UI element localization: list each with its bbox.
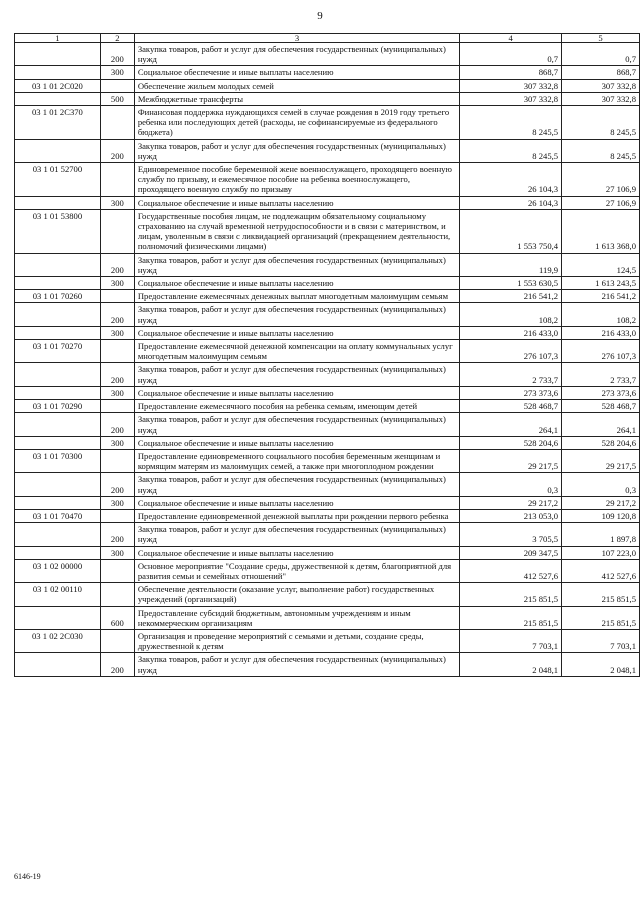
row-code xyxy=(15,92,101,105)
row-expense-type xyxy=(100,583,134,606)
row-expense-type xyxy=(100,400,134,413)
table-row xyxy=(15,290,640,303)
row-name: Предоставление ежемесячной денежной компенсации на оплату коммунальных услуг многодетным малоимущим семьям xyxy=(134,340,459,363)
row-expense-type: 200 xyxy=(100,363,134,386)
row-expense-type: 300 xyxy=(100,277,134,290)
row-name: Социальное обеспечение и иные выплаты населению xyxy=(134,66,459,79)
row-name: Закупка товаров, работ и услуг для обеспечения государственных (муниципальных) нужд xyxy=(134,43,459,66)
row-value-col5: 2 733,7 xyxy=(562,363,640,386)
row-value-col5: 215 851,5 xyxy=(562,606,640,629)
table-row xyxy=(15,629,640,652)
row-value-col4: 108,2 xyxy=(460,303,562,326)
row-value-col4: 26 104,3 xyxy=(460,163,562,197)
row-expense-type: 500 xyxy=(100,92,134,105)
row-name: Закупка товаров, работ и услуг для обеспечения государственных (муниципальных) нужд xyxy=(134,363,459,386)
row-code xyxy=(15,386,101,399)
table-row xyxy=(15,340,640,363)
row-name: Социальное обеспечение и иные выплаты населению xyxy=(134,436,459,449)
row-code xyxy=(15,606,101,629)
row-value-col4: 3 705,5 xyxy=(460,523,562,546)
row-value-col4: 2 733,7 xyxy=(460,363,562,386)
table-row xyxy=(15,43,640,66)
row-code xyxy=(15,473,101,496)
row-code xyxy=(15,277,101,290)
table-row xyxy=(15,606,640,629)
table-row xyxy=(15,559,640,582)
row-value-col5: 307 332,8 xyxy=(562,92,640,105)
row-expense-type: 200 xyxy=(100,653,134,676)
row-code xyxy=(15,496,101,509)
row-name: Социальное обеспечение и иные выплаты населению xyxy=(134,277,459,290)
row-value-col5: 528 204,6 xyxy=(562,436,640,449)
row-value-col5: 868,7 xyxy=(562,66,640,79)
row-value-col5: 108,2 xyxy=(562,303,640,326)
table-row xyxy=(15,79,640,92)
row-value-col5: 8 245,5 xyxy=(562,139,640,162)
row-value-col4: 7 703,1 xyxy=(460,629,562,652)
row-expense-type: 200 xyxy=(100,523,134,546)
row-code: 03 1 01 70260 xyxy=(15,290,101,303)
row-expense-type xyxy=(100,209,134,253)
row-name: Единовременное пособие беременной жене военнослужащего, проходящего военную службу по призыву, и ежемесячное пособие на ребенка военнослужащего, проходящего военную службу по призыву xyxy=(134,163,459,197)
row-expense-type: 300 xyxy=(100,196,134,209)
row-code: 03 1 01 2С370 xyxy=(15,106,101,140)
row-code xyxy=(15,653,101,676)
row-expense-type: 300 xyxy=(100,546,134,559)
table-body xyxy=(15,43,640,677)
row-code: 03 1 02 2С030 xyxy=(15,629,101,652)
row-name: Социальное обеспечение и иные выплаты населению xyxy=(134,386,459,399)
row-code: 03 1 01 70300 xyxy=(15,449,101,472)
row-value-col4: 29 217,5 xyxy=(460,449,562,472)
row-expense-type: 200 xyxy=(100,139,134,162)
header-col-3: 3 xyxy=(134,34,459,43)
table-row xyxy=(15,66,640,79)
row-code xyxy=(15,253,101,276)
row-value-col4: 8 245,5 xyxy=(460,106,562,140)
row-value-col4: 528 204,6 xyxy=(460,436,562,449)
row-name: Закупка товаров, работ и услуг для обеспечения государственных (муниципальных) нужд xyxy=(134,653,459,676)
row-name: Закупка товаров, работ и услуг для обеспечения государственных (муниципальных) нужд xyxy=(134,523,459,546)
table-row xyxy=(15,523,640,546)
row-value-col4: 1 553 750,4 xyxy=(460,209,562,253)
row-code xyxy=(15,139,101,162)
row-value-col4: 1 553 630,5 xyxy=(460,277,562,290)
row-value-col4: 307 332,8 xyxy=(460,79,562,92)
row-expense-type: 200 xyxy=(100,473,134,496)
table-row xyxy=(15,583,640,606)
row-name: Межбюджетные трансферты xyxy=(134,92,459,105)
row-expense-type xyxy=(100,290,134,303)
header-col-4: 4 xyxy=(460,34,562,43)
row-value-col5: 0,3 xyxy=(562,473,640,496)
table-row xyxy=(15,473,640,496)
row-value-col4: 26 104,3 xyxy=(460,196,562,209)
row-value-col5: 273 373,6 xyxy=(562,386,640,399)
table-row xyxy=(15,277,640,290)
row-code xyxy=(15,523,101,546)
row-value-col5: 8 245,5 xyxy=(562,106,640,140)
row-value-col4: 213 053,0 xyxy=(460,509,562,522)
table-row xyxy=(15,196,640,209)
row-name: Закупка товаров, работ и услуг для обеспечения государственных (муниципальных) нужд xyxy=(134,473,459,496)
row-name: Закупка товаров, работ и услуг для обеспечения государственных (муниципальных) нужд xyxy=(134,139,459,162)
row-value-col4: 0,3 xyxy=(460,473,562,496)
row-expense-type: 300 xyxy=(100,66,134,79)
row-expense-type: 300 xyxy=(100,386,134,399)
row-code xyxy=(15,413,101,436)
row-name: Социальное обеспечение и иные выплаты населению xyxy=(134,496,459,509)
table-row xyxy=(15,496,640,509)
row-value-col5: 29 217,2 xyxy=(562,496,640,509)
row-name: Основное мероприятие "Создание среды, дружественной к детям, благоприятной для развития семьи и семейных отношений" xyxy=(134,559,459,582)
table-row xyxy=(15,400,640,413)
row-name: Предоставление субсидий бюджетным, автономным учреждениям и иным некоммерческим организациям xyxy=(134,606,459,629)
table-row xyxy=(15,303,640,326)
row-value-col5: 124,5 xyxy=(562,253,640,276)
row-name: Организация и проведение мероприятий с семьями и детьми, создание среды, дружественной к детям xyxy=(134,629,459,652)
row-value-col4: 528 468,7 xyxy=(460,400,562,413)
row-expense-type xyxy=(100,449,134,472)
row-value-col5: 109 120,8 xyxy=(562,509,640,522)
row-name: Закупка товаров, работ и услуг для обеспечения государственных (муниципальных) нужд xyxy=(134,413,459,436)
row-value-col5: 307 332,8 xyxy=(562,79,640,92)
row-value-col5: 7 703,1 xyxy=(562,629,640,652)
row-value-col5: 412 527,6 xyxy=(562,559,640,582)
row-code xyxy=(15,363,101,386)
row-value-col5: 264,1 xyxy=(562,413,640,436)
row-name: Предоставление единовременной денежной выплаты при рождении первого ребенка xyxy=(134,509,459,522)
row-expense-type: 300 xyxy=(100,436,134,449)
table-row xyxy=(15,106,640,140)
row-value-col4: 216 433,0 xyxy=(460,326,562,339)
row-expense-type: 300 xyxy=(100,326,134,339)
row-value-col5: 1 897,8 xyxy=(562,523,640,546)
row-expense-type xyxy=(100,340,134,363)
row-code: 03 1 01 2С020 xyxy=(15,79,101,92)
row-value-col5: 528 468,7 xyxy=(562,400,640,413)
row-value-col5: 2 048,1 xyxy=(562,653,640,676)
row-expense-type xyxy=(100,79,134,92)
row-expense-type: 200 xyxy=(100,303,134,326)
row-value-col4: 215 851,5 xyxy=(460,606,562,629)
row-value-col5: 1 613 368,0 xyxy=(562,209,640,253)
budget-table xyxy=(14,33,640,677)
row-code xyxy=(15,66,101,79)
row-expense-type: 200 xyxy=(100,43,134,66)
row-code: 03 1 02 00000 xyxy=(15,559,101,582)
row-value-col4: 29 217,2 xyxy=(460,496,562,509)
row-code xyxy=(15,196,101,209)
table-header-row xyxy=(15,34,640,43)
row-value-col4: 276 107,3 xyxy=(460,340,562,363)
row-name: Предоставление ежемесячных денежных выплат многодетным малоимущим семьям xyxy=(134,290,459,303)
row-name: Закупка товаров, работ и услуг для обеспечения государственных (муниципальных) нужд xyxy=(134,253,459,276)
row-code: 03 1 01 53800 xyxy=(15,209,101,253)
row-value-col5: 27 106,9 xyxy=(562,163,640,197)
row-name: Социальное обеспечение и иные выплаты населению xyxy=(134,196,459,209)
row-code: 03 1 01 52700 xyxy=(15,163,101,197)
row-name: Закупка товаров, работ и услуг для обеспечения государственных (муниципальных) нужд xyxy=(134,303,459,326)
row-value-col5: 215 851,5 xyxy=(562,583,640,606)
row-code xyxy=(15,43,101,66)
table-row xyxy=(15,363,640,386)
table-row xyxy=(15,436,640,449)
row-expense-type: 200 xyxy=(100,413,134,436)
header-col-2: 2 xyxy=(100,34,134,43)
row-name: Государственные пособия лицам, не подлежащим обязательному социальному страхованию на случай временной нетрудоспособности и в связи с материнством, и лицам, уволенным в связи с ликвидацией организаций (прекращением деятельности, полномочий физическими лицами) xyxy=(134,209,459,253)
row-value-col4: 216 541,2 xyxy=(460,290,562,303)
row-value-col4: 8 245,5 xyxy=(460,139,562,162)
row-expense-type: 300 xyxy=(100,496,134,509)
row-value-col5: 276 107,3 xyxy=(562,340,640,363)
row-name: Социальное обеспечение и иные выплаты населению xyxy=(134,326,459,339)
row-value-col4: 412 527,6 xyxy=(460,559,562,582)
page-number: 9 xyxy=(317,10,323,22)
table-row xyxy=(15,449,640,472)
row-value-col5: 29 217,5 xyxy=(562,449,640,472)
row-value-col4: 119,9 xyxy=(460,253,562,276)
row-value-col4: 273 373,6 xyxy=(460,386,562,399)
table-row xyxy=(15,653,640,676)
footer-code: 6146-19 xyxy=(14,872,41,881)
row-code: 03 1 02 00110 xyxy=(15,583,101,606)
row-name: Предоставление ежемесячного пособия на ребенка семьям, имеющим детей xyxy=(134,400,459,413)
row-name: Финансовая поддержка нуждающихся семей в случае рождения в 2019 году третьего ребенка или последующих детей (расходы, не софинансируемые из федерального бюджета) xyxy=(134,106,459,140)
row-code xyxy=(15,436,101,449)
row-code: 03 1 01 70290 xyxy=(15,400,101,413)
header-col-5: 5 xyxy=(562,34,640,43)
table-row xyxy=(15,509,640,522)
row-value-col4: 868,7 xyxy=(460,66,562,79)
row-value-col4: 209 347,5 xyxy=(460,546,562,559)
row-name: Обеспечение деятельности (оказание услуг, выполнение работ) государственных учреждений (организаций) xyxy=(134,583,459,606)
row-expense-type xyxy=(100,559,134,582)
row-name: Социальное обеспечение и иные выплаты населению xyxy=(134,546,459,559)
table-row xyxy=(15,139,640,162)
table-row xyxy=(15,92,640,105)
table-row xyxy=(15,253,640,276)
table-row xyxy=(15,209,640,253)
row-expense-type xyxy=(100,163,134,197)
row-value-col5: 216 541,2 xyxy=(562,290,640,303)
row-value-col5: 216 433,0 xyxy=(562,326,640,339)
row-value-col4: 215 851,5 xyxy=(460,583,562,606)
table-row xyxy=(15,386,640,399)
row-expense-type: 200 xyxy=(100,253,134,276)
table-row xyxy=(15,326,640,339)
table-row xyxy=(15,413,640,436)
row-code: 03 1 01 70270 xyxy=(15,340,101,363)
row-value-col4: 307 332,8 xyxy=(460,92,562,105)
row-name: Предоставление единовременного социального пособия беременным женщинам и кормящим матерям из малоимущих семей, а также при многоплодном рождении xyxy=(134,449,459,472)
header-col-1: 1 xyxy=(15,34,101,43)
row-code xyxy=(15,326,101,339)
row-code: 03 1 01 70470 xyxy=(15,509,101,522)
row-value-col5: 0,7 xyxy=(562,43,640,66)
row-code xyxy=(15,303,101,326)
row-expense-type xyxy=(100,509,134,522)
row-expense-type xyxy=(100,106,134,140)
row-code xyxy=(15,546,101,559)
row-value-col5: 107 223,0 xyxy=(562,546,640,559)
row-name: Обеспечение жильем молодых семей xyxy=(134,79,459,92)
row-value-col4: 264,1 xyxy=(460,413,562,436)
table-row xyxy=(15,546,640,559)
row-value-col4: 2 048,1 xyxy=(460,653,562,676)
row-expense-type: 600 xyxy=(100,606,134,629)
row-value-col5: 1 613 243,5 xyxy=(562,277,640,290)
row-value-col5: 27 106,9 xyxy=(562,196,640,209)
table-row xyxy=(15,163,640,197)
row-expense-type xyxy=(100,629,134,652)
row-value-col4: 0,7 xyxy=(460,43,562,66)
